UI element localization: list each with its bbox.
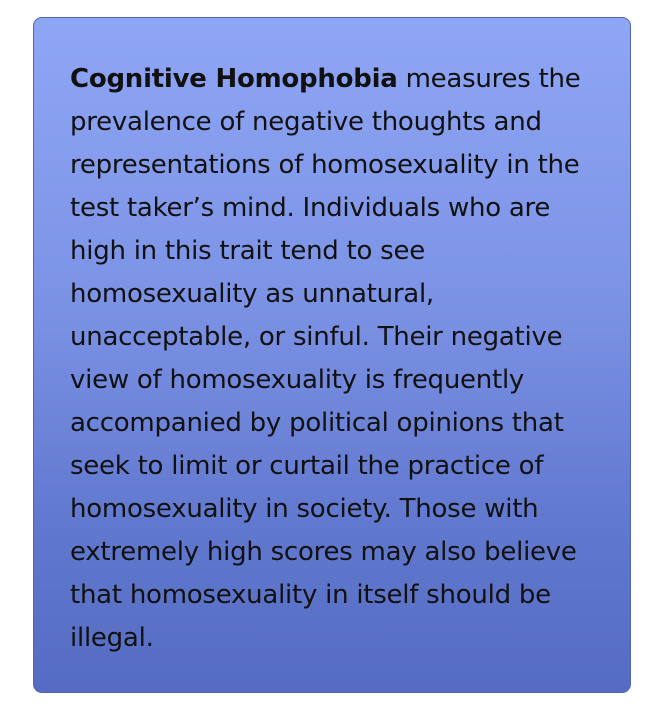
trait-description xyxy=(70,58,600,660)
trait-definition: measures the prevalence of negative thoughts and representations of homosexuality in the test taker’s mind. Individuals who are high in this trait tend to see homosexuality as unnatural, unacceptable, or sinful. Their negative view of homosexuality is frequently accompanied by political opinions that seek to limit or curtail the practice of homosexuality in society. Those with extremely high scores may also believe that homosexuality in itself should be illegal. xyxy=(70,64,581,653)
trait-name: Cognitive Homophobia xyxy=(70,64,398,94)
trait-description-card xyxy=(33,17,631,693)
